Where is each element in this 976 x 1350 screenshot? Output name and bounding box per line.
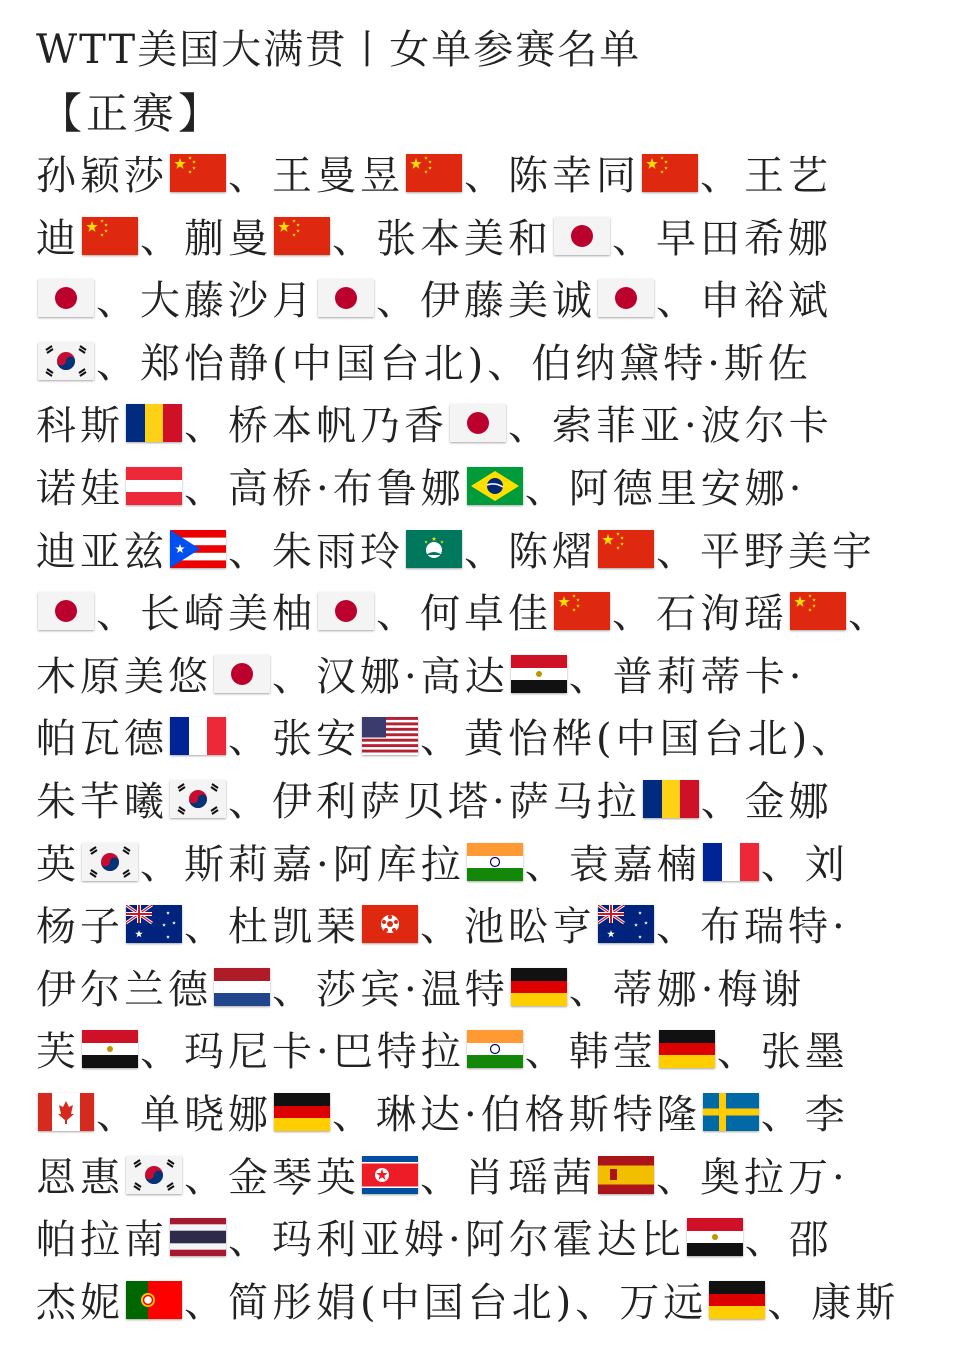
name-text: 、普莉蒂卡· [568, 653, 806, 700]
name-text: 、斯莉嘉·阿库拉 [140, 841, 465, 888]
name-text: 帕拉南 [36, 1217, 168, 1264]
name-text: 、池昖亨 [420, 904, 596, 951]
text-line [36, 960, 805, 1022]
flag-eg-icon [82, 1030, 138, 1068]
flag-jp-icon [318, 592, 374, 630]
flag-us-icon [362, 717, 418, 755]
flag-mo-icon [406, 530, 462, 568]
flag-fr-icon [170, 717, 226, 755]
flag-kr-icon [170, 780, 226, 818]
name-text: 、布瑞特· [656, 904, 849, 951]
flag-de-icon [511, 968, 567, 1006]
flag-au-icon [598, 905, 654, 943]
flag-cn-icon [790, 592, 846, 630]
flag-kr-icon [38, 342, 94, 380]
flag-cn-icon [274, 217, 330, 255]
name-text: 、张本美和 [332, 215, 552, 262]
name-text: 、早田希娜 [612, 215, 832, 262]
name-text: 杨子 [36, 904, 124, 951]
name-text: 、王曼昱 [228, 153, 404, 199]
name-text: 、陈幸同 [464, 153, 640, 199]
flag-cn-icon [406, 154, 462, 192]
name-text: 、金娜 [700, 779, 833, 825]
flag-de-icon [709, 1281, 765, 1319]
flag-pt-icon [126, 1281, 182, 1319]
name-text: 、刘 [760, 841, 849, 888]
name-text: 、何卓佳 [376, 591, 552, 638]
name-text: 、玛利亚姆·阿尔霍达比 [228, 1217, 685, 1264]
page-title: WTT美国大满贯丨女单参赛名单 [36, 27, 642, 73]
name-text: 、伊藤美诚 [376, 278, 596, 325]
text-line [36, 897, 849, 959]
flag-cn-icon [82, 217, 138, 255]
name-text: 恩惠 [36, 1154, 124, 1201]
text-line [36, 334, 812, 396]
flag-pr-icon [170, 530, 226, 568]
name-text: 、袁嘉楠 [524, 841, 701, 888]
flag-in-icon [467, 1030, 523, 1068]
section-heading: 【正赛】 [40, 89, 225, 138]
name-text: 伊尔兰德 [36, 966, 212, 1013]
name-text: 、金琴英 [184, 1154, 360, 1201]
name-text: 、简彤娟(中国台北)、万远 [184, 1279, 708, 1326]
name-text: 、李 [760, 1092, 849, 1138]
flag-br-icon [467, 467, 523, 505]
flag-cn-icon [170, 154, 226, 192]
name-text: 、平野美宇 [656, 528, 876, 575]
name-text: 、莎宾·温特 [272, 966, 509, 1013]
name-text: 、长崎美柚 [96, 591, 316, 638]
name-text: 迪亚兹 [36, 528, 168, 575]
name-text: 、黄怡桦(中国台北)、 [420, 716, 856, 763]
name-text: 、蒂娜·梅谢 [568, 966, 806, 1013]
text-line [36, 1210, 833, 1272]
name-text: 迪 [36, 215, 80, 262]
text-line [36, 709, 855, 771]
flag-eg-icon [511, 655, 567, 693]
name-text: 、汉娜·高达 [272, 653, 509, 700]
flag-hk-icon [362, 905, 418, 943]
name-text: 、桥本帆乃香 [184, 403, 448, 450]
flag-kr-icon [126, 1156, 182, 1194]
flag-jp-icon [598, 279, 654, 317]
flag-de-icon [274, 1093, 330, 1131]
name-text: 、单晓娜 [96, 1092, 272, 1138]
text-line [36, 271, 832, 333]
name-text: 孙颖莎 [36, 153, 168, 199]
name-text: 、蒯曼 [140, 215, 272, 262]
text-line [36, 209, 832, 271]
flag-jp-icon [318, 279, 374, 317]
name-text: 、 [848, 591, 892, 638]
flag-ca-icon [38, 1093, 94, 1131]
name-text: 、韩莹 [524, 1029, 657, 1076]
name-text: 、郑怡静(中国台北)、伯纳黛特·斯佐 [96, 340, 812, 387]
flag-nl-icon [214, 968, 270, 1006]
text-line [36, 1273, 899, 1335]
flag-jp-icon [38, 279, 94, 317]
name-text: 、索菲亚·波尔卡 [508, 403, 833, 450]
name-text: 、肖瑶茜 [420, 1154, 596, 1201]
flag-jp-icon [554, 217, 610, 255]
flag-cn-icon [598, 530, 654, 568]
flag-ro-icon [126, 404, 182, 442]
flag-kr-icon [82, 843, 138, 881]
name-text: 、邵 [744, 1217, 833, 1264]
name-text: 木原美悠 [36, 653, 212, 700]
name-text: 、琳达·伯格斯特隆 [332, 1092, 701, 1138]
flag-eg-icon [687, 1218, 743, 1256]
name-text: 杰妮 [36, 1279, 124, 1326]
name-text: 、张墨 [716, 1029, 849, 1076]
name-text: 、石洵瑶 [612, 591, 788, 638]
flag-jp-icon [214, 655, 270, 693]
text-line [36, 396, 833, 458]
name-text: 、张安 [228, 716, 360, 763]
name-text: 科斯 [36, 403, 124, 450]
text-line [36, 835, 849, 897]
flag-th-icon [170, 1218, 226, 1256]
name-text: 、陈熠 [464, 528, 596, 575]
flag-ro-icon [643, 780, 699, 818]
text-line [36, 459, 805, 521]
name-text: 、康斯 [767, 1279, 900, 1326]
flag-in-icon [467, 843, 523, 881]
text-line [36, 584, 892, 646]
name-text: 、申裕斌 [656, 278, 832, 325]
name-text: 、阿德里安娜· [524, 466, 806, 512]
flag-se-icon [703, 1093, 759, 1131]
text-line [36, 1148, 849, 1210]
flag-at-icon [126, 467, 182, 505]
flag-au-icon [126, 905, 182, 943]
text-line [36, 146, 832, 208]
text-line [36, 772, 833, 834]
name-text: 芙 [36, 1029, 80, 1076]
name-text: 、高桥·布鲁娜 [184, 466, 465, 512]
text-line [36, 647, 805, 709]
flag-jp-icon [38, 592, 94, 630]
text-line [36, 522, 876, 584]
flag-jp-icon [450, 404, 506, 442]
name-text: 、玛尼卡·巴特拉 [140, 1029, 465, 1076]
flag-cn-icon [554, 592, 610, 630]
name-text: 、伊利萨贝塔·萨马拉 [228, 779, 641, 825]
flag-de-icon [659, 1030, 715, 1068]
name-text: 、王艺 [700, 153, 832, 199]
flag-es-icon [598, 1156, 654, 1194]
flag-fr-icon [703, 843, 759, 881]
name-text: 英 [36, 841, 80, 888]
flag-cn-icon [642, 154, 698, 192]
text-line [36, 1085, 849, 1147]
name-text: 、大藤沙月 [96, 278, 316, 325]
name-text: 、奥拉万· [656, 1154, 849, 1201]
flag-kp-icon [362, 1156, 418, 1194]
name-text: 、朱雨玲 [228, 528, 404, 575]
name-text: 、杜凯琹 [184, 904, 360, 951]
name-text: 诺娃 [36, 466, 124, 512]
text-line [36, 1022, 849, 1084]
name-text: 帕瓦德 [36, 716, 168, 763]
name-text: 朱芊曦 [36, 779, 168, 825]
